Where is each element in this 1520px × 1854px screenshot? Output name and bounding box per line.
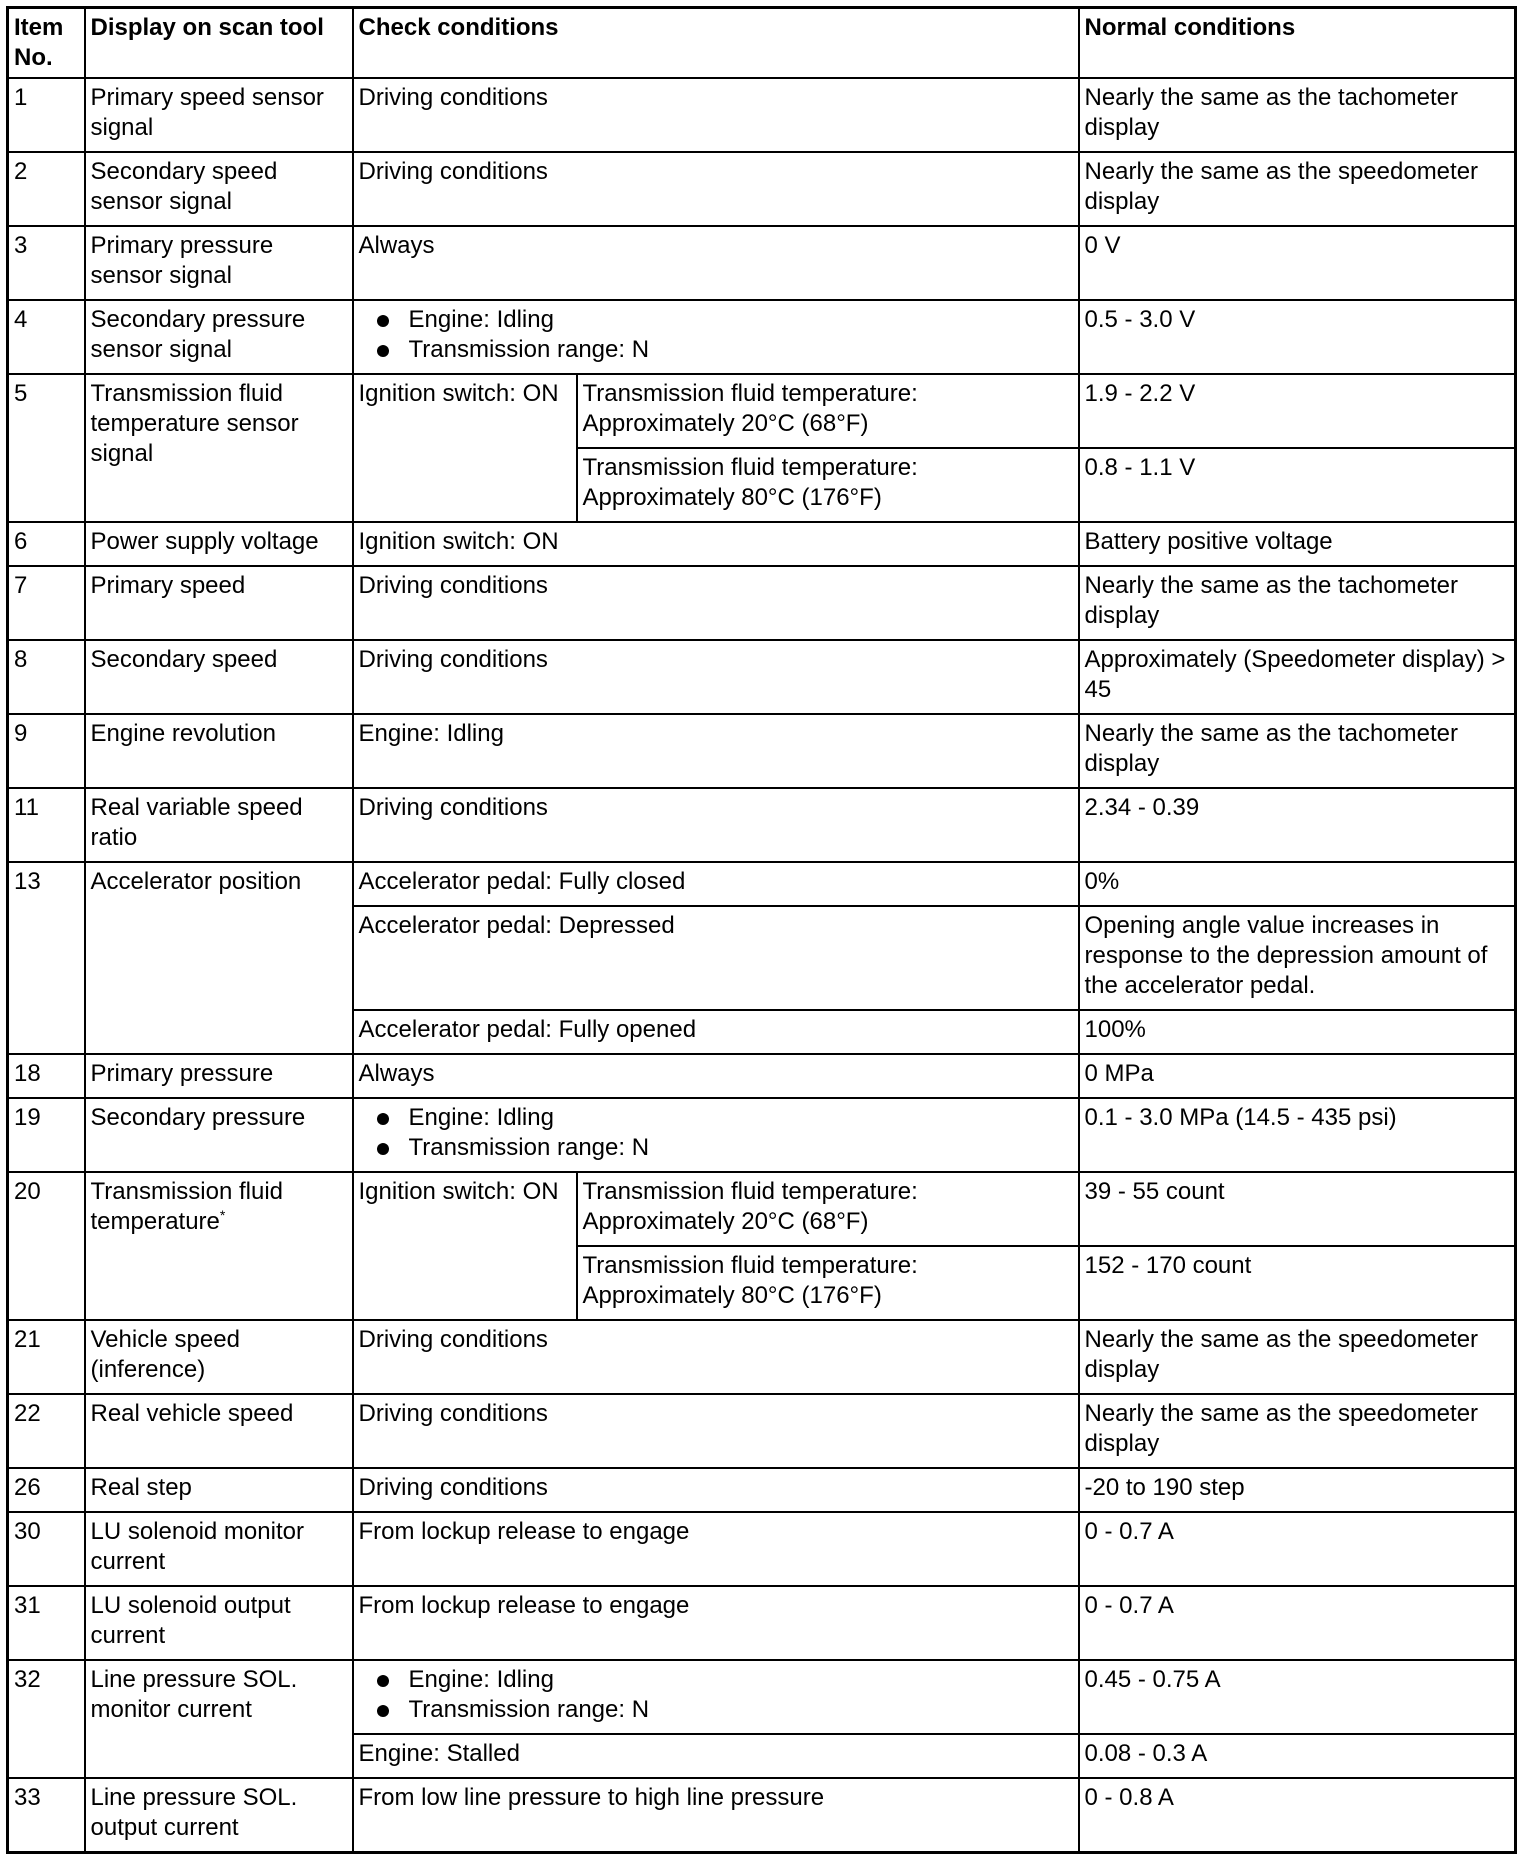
header-check: Check conditions xyxy=(353,8,1079,79)
display-item: Power supply voltage xyxy=(85,522,353,566)
normal-condition: Nearly the same as the speedometer display xyxy=(1079,152,1516,226)
sub-condition: Accelerator pedal: Fully opened xyxy=(353,1010,1079,1054)
normal-condition: 0 - 0.8 A xyxy=(1079,1778,1516,1853)
table-row xyxy=(8,1512,1516,1586)
check-condition: Driving conditions xyxy=(353,152,1079,226)
table-row xyxy=(8,566,1516,640)
check-condition: From lockup release to engage xyxy=(353,1586,1079,1660)
table-row xyxy=(8,1778,1516,1853)
table-row xyxy=(8,1172,1516,1246)
display-item: LU solenoid monitor current xyxy=(85,1512,353,1586)
sub-condition: Accelerator pedal: Fully closed xyxy=(353,862,1079,906)
normal-condition: 39 - 55 count xyxy=(1079,1172,1516,1246)
check-condition: Driving conditions xyxy=(353,788,1079,862)
normal-condition: 0 MPa xyxy=(1079,1054,1516,1098)
display-item xyxy=(85,1172,353,1320)
normal-condition: 0.1 - 3.0 MPa (14.5 - 435 psi) xyxy=(1079,1098,1516,1172)
item-no: 18 xyxy=(8,1054,85,1098)
display-item: Engine revolution xyxy=(85,714,353,788)
check-condition: Driving conditions xyxy=(353,640,1079,714)
display-item: Accelerator position xyxy=(85,862,353,1054)
sub-condition: Transmission fluid temperature: Approximately 80°C (176°F) xyxy=(577,1246,1079,1320)
display-item: Line pressure SOL. output current xyxy=(85,1778,353,1853)
condition-bullet: Transmission range: N xyxy=(359,1695,1073,1725)
display-item: Secondary pressure sensor signal xyxy=(85,300,353,374)
normal-condition: -20 to 190 step xyxy=(1079,1468,1516,1512)
normal-condition: Nearly the same as the tachometer display xyxy=(1079,566,1516,640)
item-no: 20 xyxy=(8,1172,85,1320)
table-row xyxy=(8,78,1516,152)
check-condition: From low line pressure to high line pressure xyxy=(353,1778,1079,1853)
condition-bullet: Transmission range: N xyxy=(359,335,1073,365)
sub-condition: Transmission fluid temperature: Approximately 20°C (68°F) xyxy=(577,374,1079,448)
item-no: 5 xyxy=(8,374,85,522)
display-item: Line pressure SOL. monitor current xyxy=(85,1660,353,1778)
item-no: 21 xyxy=(8,1320,85,1394)
check-condition: Ignition switch: ON xyxy=(353,374,577,522)
normal-condition: 0 V xyxy=(1079,226,1516,300)
display-item: Transmission fluid temperature sensor signal xyxy=(85,374,353,522)
check-condition: Driving conditions xyxy=(353,1394,1079,1468)
display-item: Secondary pressure xyxy=(85,1098,353,1172)
item-no: 19 xyxy=(8,1098,85,1172)
table-row xyxy=(8,226,1516,300)
condition-bullet-list xyxy=(359,305,1073,365)
normal-condition: 0.8 - 1.1 V xyxy=(1079,448,1516,522)
display-item: Primary pressure sensor signal xyxy=(85,226,353,300)
normal-condition: 0% xyxy=(1079,862,1516,906)
check-condition: Driving conditions xyxy=(353,566,1079,640)
normal-condition: Approximately (Speedometer display) > 45 xyxy=(1079,640,1516,714)
check-condition: Always xyxy=(353,226,1079,300)
display-item: Secondary speed sensor signal xyxy=(85,152,353,226)
table-row xyxy=(8,1098,1516,1172)
condition-bullet: Transmission range: N xyxy=(359,1133,1073,1163)
display-item-text: Transmission fluid temperature xyxy=(90,1178,284,1235)
item-no: 9 xyxy=(8,714,85,788)
check-condition: Always xyxy=(353,1054,1079,1098)
item-no: 30 xyxy=(8,1512,85,1586)
item-no: 4 xyxy=(8,300,85,374)
sub-condition: Engine: Stalled xyxy=(353,1734,1079,1778)
item-no: 13 xyxy=(8,862,85,1054)
display-item: Real step xyxy=(85,1468,353,1512)
display-item: Real vehicle speed xyxy=(85,1394,353,1468)
display-item: Primary speed xyxy=(85,566,353,640)
normal-condition: Nearly the same as the speedometer display xyxy=(1079,1394,1516,1468)
normal-condition: 0.5 - 3.0 V xyxy=(1079,300,1516,374)
header-row xyxy=(8,8,1516,79)
sub-condition: Accelerator pedal: Depressed xyxy=(353,906,1079,1010)
header-normal: Normal conditions xyxy=(1079,8,1516,79)
check-condition: From lockup release to engage xyxy=(353,1512,1079,1586)
condition-bullet-list xyxy=(359,1103,1073,1163)
condition-bullet: Engine: Idling xyxy=(359,305,1073,335)
item-no: 26 xyxy=(8,1468,85,1512)
normal-condition: 0 - 0.7 A xyxy=(1079,1586,1516,1660)
display-item: Secondary speed xyxy=(85,640,353,714)
normal-condition: 152 - 170 count xyxy=(1079,1246,1516,1320)
normal-condition: Opening angle value increases in response to the depression amount of the accelerator pedal. xyxy=(1079,906,1516,1010)
check-condition: Ignition switch: ON xyxy=(353,522,1079,566)
item-no: 32 xyxy=(8,1660,85,1778)
item-no: 11 xyxy=(8,788,85,862)
table-row xyxy=(8,300,1516,374)
table-row xyxy=(8,862,1516,906)
item-no: 7 xyxy=(8,566,85,640)
check-condition xyxy=(353,1098,1079,1172)
normal-condition: 2.34 - 0.39 xyxy=(1079,788,1516,862)
table-row xyxy=(8,522,1516,566)
item-no: 8 xyxy=(8,640,85,714)
item-no: 2 xyxy=(8,152,85,226)
item-no: 6 xyxy=(8,522,85,566)
display-item: Primary pressure xyxy=(85,1054,353,1098)
check-condition: Driving conditions xyxy=(353,1468,1079,1512)
check-condition: Driving conditions xyxy=(353,78,1079,152)
item-no: 22 xyxy=(8,1394,85,1468)
check-condition: Driving conditions xyxy=(353,1320,1079,1394)
condition-bullet: Engine: Idling xyxy=(359,1103,1073,1133)
display-item: Primary speed sensor signal xyxy=(85,78,353,152)
normal-condition: 0.08 - 0.3 A xyxy=(1079,1734,1516,1778)
display-item: LU solenoid output current xyxy=(85,1586,353,1660)
sub-condition: Transmission fluid temperature: Approximately 20°C (68°F) xyxy=(577,1172,1079,1246)
table-row xyxy=(8,640,1516,714)
scan-tool-spec-table xyxy=(6,6,1517,1854)
footnote-marker: * xyxy=(219,1207,226,1223)
normal-condition: Nearly the same as the tachometer display xyxy=(1079,78,1516,152)
normal-condition: Battery positive voltage xyxy=(1079,522,1516,566)
table-row xyxy=(8,1586,1516,1660)
normal-condition: 1.9 - 2.2 V xyxy=(1079,374,1516,448)
normal-condition: Nearly the same as the speedometer display xyxy=(1079,1320,1516,1394)
table-row xyxy=(8,714,1516,788)
table-row xyxy=(8,1054,1516,1098)
check-condition xyxy=(353,300,1079,374)
normal-condition: 0 - 0.7 A xyxy=(1079,1512,1516,1586)
header-item-no: Item No. xyxy=(8,8,85,79)
item-no: 3 xyxy=(8,226,85,300)
table-row xyxy=(8,1660,1516,1734)
condition-bullet-list xyxy=(359,1665,1073,1725)
check-condition xyxy=(353,1660,1079,1734)
table-row xyxy=(8,1320,1516,1394)
item-no: 31 xyxy=(8,1586,85,1660)
display-item: Vehicle speed (inference) xyxy=(85,1320,353,1394)
condition-bullet: Engine: Idling xyxy=(359,1665,1073,1695)
spec-table-container xyxy=(6,6,1517,1854)
normal-condition: 0.45 - 0.75 A xyxy=(1079,1660,1516,1734)
normal-condition: Nearly the same as the tachometer display xyxy=(1079,714,1516,788)
normal-condition: 100% xyxy=(1079,1010,1516,1054)
table-row xyxy=(8,1468,1516,1512)
sub-condition: Transmission fluid temperature: Approximately 80°C (176°F) xyxy=(577,448,1079,522)
check-condition: Ignition switch: ON xyxy=(353,1172,577,1320)
table-row xyxy=(8,374,1516,448)
item-no: 33 xyxy=(8,1778,85,1853)
check-condition: Engine: Idling xyxy=(353,714,1079,788)
table-row xyxy=(8,152,1516,226)
item-no: 1 xyxy=(8,78,85,152)
display-item: Real variable speed ratio xyxy=(85,788,353,862)
header-display: Display on scan tool xyxy=(85,8,353,79)
table-row xyxy=(8,788,1516,862)
table-row xyxy=(8,1394,1516,1468)
